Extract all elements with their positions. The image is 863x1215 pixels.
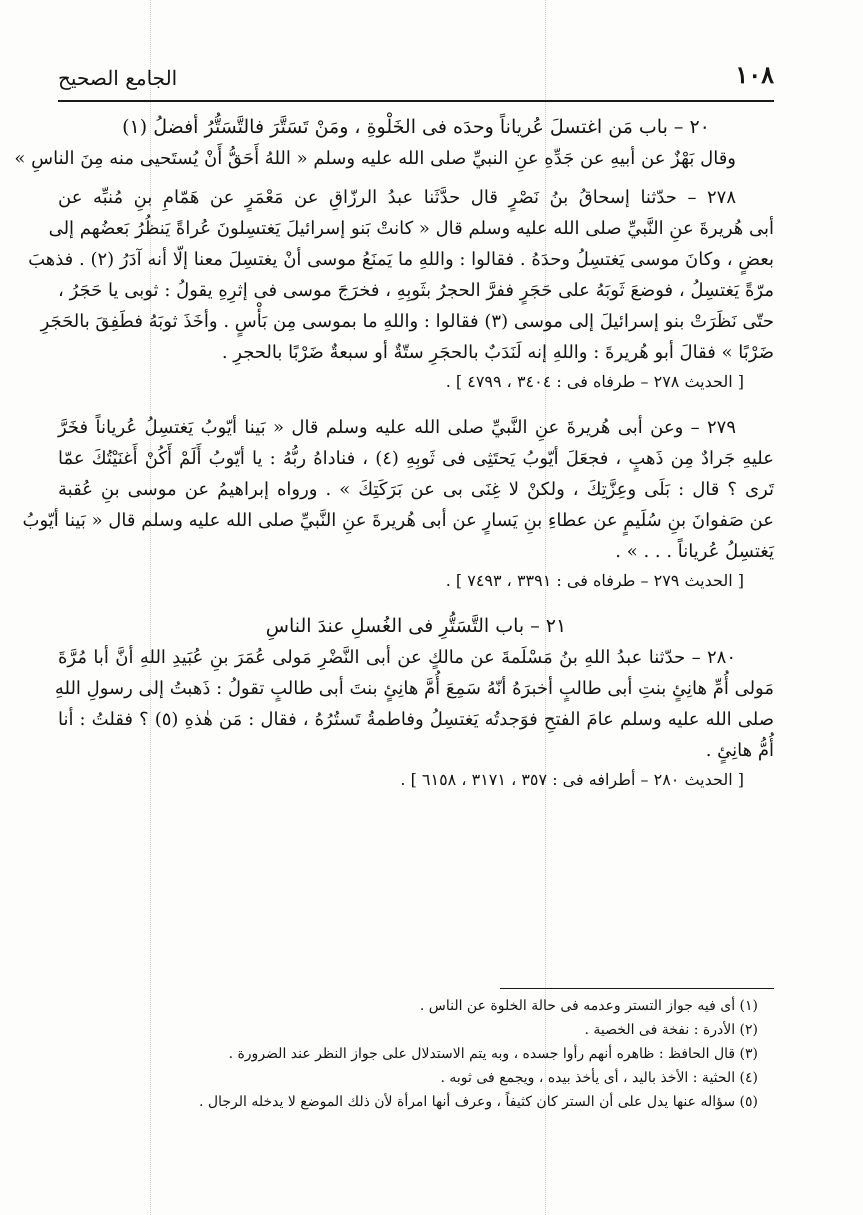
footnote-2: (٢) الأدرة : نفخة فى الخصية . [584, 1022, 758, 1038]
hadith-line: ٢٧٨ – حدّثنا إسحاقُ بنُ نَصْرٍ قال حدَّثَنا عبدُ الرزّاقِ عن مَعْمَرٍ عن هَمّامِ بنِ مُنبِّه عن [58, 187, 736, 208]
chapter-21-title: ٢١ – باب التَّسَتُّرِ فى الغُسلِ عندَ الناسِ [265, 615, 567, 637]
hadith-line: ضَرْبًا » فقالَ أبو هُريرةَ : واللهِ إنه لَنَدَبٌ بالحجَرِ ستّةٌ أو سبعةٌ ضَرْبًا بالحجرِ . [221, 342, 774, 363]
hadith-line: مرّةً يَغتسِلُ ، فوضعَ ثَوبَهُ على حَجَرٍ ففرَّ الحجرُ بثَوبِهِ ، فخرَجَ موسى فى إثرِهِ يقولُ : ثوبى يا حَجَرُ ، [58, 280, 774, 301]
hadith-line: بعضٍ ، وكانَ موسى يَغتسِلُ وحدَهُ . فقالوا : واللهِ ما يَمنَعُ موسى أنْ يغتسِلَ معنا إلّا أنه آدَرُ (٢) . فذهبَ [28, 249, 774, 270]
hadith-279 [22, 412, 774, 595]
hadith-line: مَولى أُمِّ هانِئٍ بنتِ أبى طالبٍ أخبرَهُ أنّهُ سَمِعَ أُمَّ هانِئٍ بنتَ أبى طالبٍ تقولُ : ذَهبتُ إلى رسولِ اللهِ [54, 678, 774, 699]
hadith-line: ٢٧٩ – وعن أبى هُريرةَ عنِ النَّبيِّ صلى الله عليه وسلم قال « بَينا أيّوبُ يَغتسِلُ عُرياناً فخَرَّ [58, 417, 736, 438]
hadith-line: تَرى ؟ قال : بَلَى وعِزَّتِكَ ، ولكنْ لا غِنَى بى عن بَرَكَتِكَ » . ورواه إبراهيمُ عن موسى بنِ عُقبة [58, 479, 774, 500]
hadith-line: عليهِ جَرادٌ مِن ذَهبٍ ، فجعَلَ أيّوبُ يَحتَثِى فى ثَوبِهِ (٤) ، فناداهُ ربُّهُ : يا أيّوبُ أَلَمْ أَكُنْ أَغنَيْتُكَ عمّا [58, 448, 774, 469]
hadith-cross-reference: [ الحديث ٢٧٨ – طرفاه فى : ٣٤٠٤ ، ٤٧٩٩ ] . [445, 372, 744, 391]
page-header [58, 60, 774, 100]
main-text [14, 112, 774, 794]
chapter-20-title: ٢٠ – باب مَن اغتسلَ عُرياناً وحدَه فى الخَلْوةِ ، ومَنْ تَسَتَّرَ فالتَّسَتُّرُ أفضلُ (١) [122, 116, 710, 138]
footnote-4: (٤) الحثية : الأخذ باليد ، أى يأخذ بيده ، ويجمع فى ثوبه . [440, 1070, 758, 1086]
footnote-3: (٣) قال الحافظ : ظاهره أنهم رأوا جسده ، وبه يتم الاستدلال على جواز النظر عند الضرورة . [228, 1046, 758, 1062]
running-title: الجامع الصحيح [58, 66, 178, 90]
footnote-rule [500, 988, 774, 989]
hadith-cross-reference: [ الحديث ٢٨٠ – أطرافه فى : ٣٥٧ ، ٣١٧١ ، ٦١٥٨ ] . [400, 770, 744, 789]
hadith-line: ٢٨٠ – حدّثنا عبدُ اللهِ بنُ مَسْلَمةَ عن مالكٍ عن أبى النَّضْرِ مَولى عُمَرَ بنِ عُبَيدِ اللهِ أنَّ أبا مُرَّةَ [58, 647, 736, 668]
header-rule [58, 100, 774, 102]
hadith-line: أبى هُريرةَ عنِ النَّبيِّ صلى الله عليه وسلم قال « كانتْ بَنو إسرائيلَ يَغتسِلونَ عُراةً يَنظُرُ بَعضُهم إلى [48, 218, 774, 239]
hadith-line: أُمُّ هانِئٍ . [705, 740, 774, 761]
hadith-line: عن صَفوانَ بنِ سُلَيمٍ عن عطاءِ بنِ يَسارٍ عن أبى هُريرةَ عنِ النَّبيِّ صلى الله عليه وسلم قال « بَينا أيّوبُ [22, 510, 774, 531]
hadith-cross-reference: [ الحديث ٢٧٩ – طرفاه فى : ٣٣٩١ ، ٧٤٩٣ ] . [445, 571, 744, 590]
footnote-1: (١) أى فيه جواز التستر وعدمه فى حالة الخلوة عن الناس . [419, 998, 758, 1014]
footnotes [58, 994, 758, 1114]
hadith-278 [28, 182, 774, 396]
page-number: ١٠٨ [735, 60, 774, 89]
footnote-5: (٥) سؤاله عنها يدل على أن الستر كان كثيفاً ، وعرف أنها امرأة لأن ذلك الموضع لا يدخله الرجال . [199, 1094, 758, 1110]
hadith-line: حتّى نَظَرَتْ بنو إسرائيلَ إلى موسى (٣) فقالوا : واللهِ ما بموسى مِن بَأْسٍ . وأخَذَ ثوبَهُ فطَفِقَ بالحَجَرِ [40, 311, 774, 332]
hadith-line: يَغتسِلُ عُرياناً . . . » . [615, 541, 774, 562]
hadith-280 [54, 642, 774, 794]
mu-allaq-narration: وقال بَهْزٌ عن أبيهِ عن جَدِّهِ عنِ النبيِّ صلى الله عليه وسلم « اللهُ أَحَقُّ أَنْ يُستَحيى منه مِنَ الناسِ » [14, 148, 736, 169]
hadith-line: صلى الله عليه وسلم عامَ الفتحِ فوَجدتُه يَغتسِلُ وفاطمةُ تَستُرُهُ ، فقال : مَن هٰذهِ (٥) ؟ فقلتُ : أنا [58, 709, 774, 730]
